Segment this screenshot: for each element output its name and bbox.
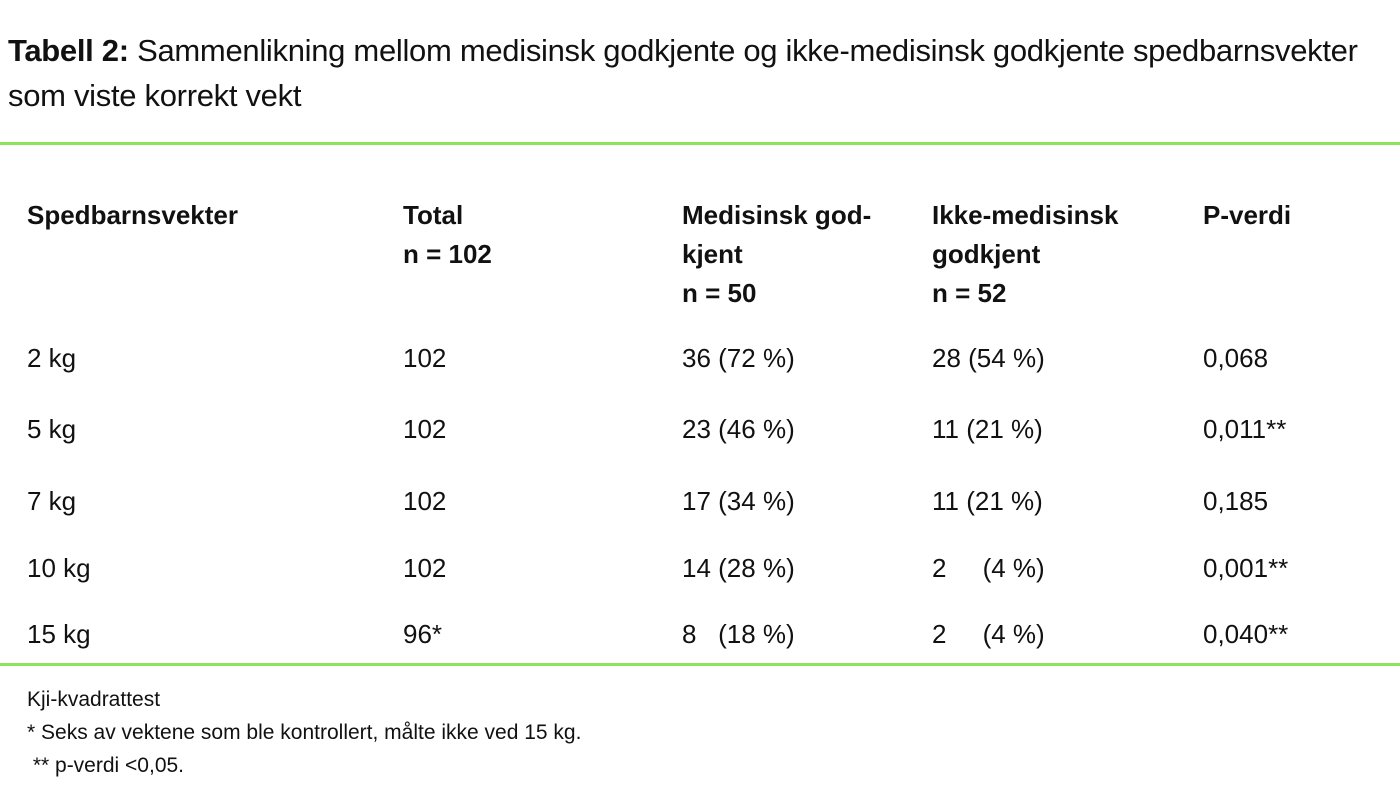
- table-cell-total: 96*: [403, 619, 443, 649]
- header-spedbarnsvekter: [27, 196, 238, 235]
- footnote-test: Kji-kvadrattest: [27, 688, 161, 711]
- table-cell-medisinsk: 17 (34 %): [682, 486, 795, 516]
- table-cell-medisinsk: 14 (28 %): [682, 553, 795, 583]
- footnote-double-asterisk: ** p-verdi <0,05.: [27, 754, 185, 777]
- table-cell-p-verdi: 0,011**: [1203, 414, 1287, 444]
- header-line: Total: [403, 200, 464, 230]
- table-cell-weight: 10 kg: [27, 553, 91, 583]
- table-cell-ikke-medisinsk: 2 (4 %): [932, 553, 1045, 583]
- table-cell-medisinsk: 36 (72 %): [682, 343, 795, 373]
- table-cell-medisinsk: 23 (46 %): [682, 414, 795, 444]
- table-cell-weight: 5 kg: [27, 414, 77, 444]
- table-cell-p-verdi: 0,185: [1203, 486, 1269, 516]
- header-line: P-verdi: [1203, 200, 1292, 230]
- header-line: Ikke-medisinsk: [932, 200, 1119, 230]
- table-title: [8, 28, 1388, 118]
- table-title-label: Tabell 2:: [8, 33, 129, 68]
- table-cell-total: 102: [403, 414, 447, 444]
- table-cell-ikke-medisinsk: 28 (54 %): [932, 343, 1045, 373]
- header-line: Medisinsk god-: [682, 200, 872, 230]
- header-line: n = 50: [682, 278, 757, 308]
- header-medisinsk-godkjent: [682, 196, 871, 313]
- table-cell-total: 102: [403, 486, 447, 516]
- table-cell-total: 102: [403, 553, 447, 583]
- header-total: [403, 196, 492, 274]
- table-cell-ikke-medisinsk: 2 (4 %): [932, 619, 1045, 649]
- table-title-text: Sammenlikning mellom medisinsk godkjente og ikke-medisinsk godkjente spedbarnsvekter som viste korrekt vekt: [8, 33, 1358, 113]
- top-rule: [0, 142, 1400, 145]
- table-cell-total: 102: [403, 343, 447, 373]
- header-line: kjent: [682, 239, 743, 269]
- table-cell-ikke-medisinsk: 11 (21 %): [932, 414, 1043, 444]
- header-line: n = 52: [932, 278, 1007, 308]
- table-cell-ikke-medisinsk: 11 (21 %): [932, 486, 1043, 516]
- table-cell-p-verdi: 0,001**: [1203, 553, 1289, 583]
- bottom-rule: [0, 663, 1400, 666]
- header-p-verdi: [1203, 196, 1291, 235]
- table-cell-weight: 15 kg: [27, 619, 91, 649]
- header-ikke-medisinsk-godkjent: [932, 196, 1118, 313]
- header-line: godkjent: [932, 239, 1041, 269]
- table-cell-p-verdi: 0,068: [1203, 343, 1269, 373]
- footnote-asterisk: * Seks av vektene som ble kontrollert, målte ikke ved 15 kg.: [27, 721, 582, 744]
- table-footnotes: [27, 683, 581, 782]
- table-cell-weight: 7 kg: [27, 486, 77, 516]
- header-line: Spedbarnsvekter: [27, 200, 238, 230]
- table-cell-p-verdi: 0,040**: [1203, 619, 1289, 649]
- table-cell-medisinsk: 8 (18 %): [682, 619, 795, 649]
- table-cell-weight: 2 kg: [27, 343, 77, 373]
- header-line: n = 102: [403, 239, 492, 269]
